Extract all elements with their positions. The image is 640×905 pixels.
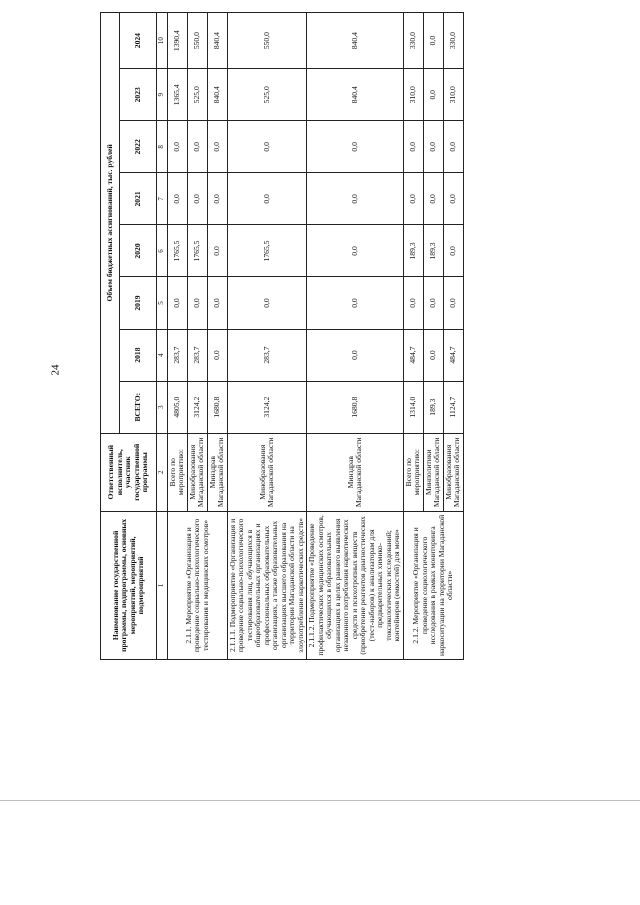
executor-cell: Минполитики Магаданской области bbox=[423, 433, 443, 511]
header-year: 2024 bbox=[120, 13, 157, 69]
value-cell: 330,0 bbox=[443, 13, 463, 69]
value-cell: 0,0 bbox=[423, 69, 443, 121]
header-budget-group: Объем бюджетных ассигнований, тыс. рублей bbox=[101, 13, 120, 434]
value-cell: 0,0 bbox=[443, 121, 463, 173]
row-name: 2.1.1.2. Подмероприятие «Проведение профилактических медицинских осмотров, обучающихся в образовательных организациях в целях раннего выявления незаконного потребления наркотических средств и психотропных веществ (приобретение реагентов диагностических (тест-наборов) к анализаторам для предварительных химико-токсикологических исследований; контейнеров (емкостей) для мочи» bbox=[307, 511, 404, 659]
value-cell: 0,0 bbox=[167, 277, 187, 329]
budget-table bbox=[100, 12, 464, 660]
value-cell: 0,0 bbox=[207, 121, 227, 173]
value-cell: 330,0 bbox=[403, 13, 423, 69]
value-cell: 3124,2 bbox=[187, 381, 207, 433]
value-cell: 525,0 bbox=[227, 69, 307, 121]
value-cell: 484,7 bbox=[443, 329, 463, 381]
index-cell: 6 bbox=[157, 225, 168, 277]
value-cell: 0,0 bbox=[187, 121, 207, 173]
value-cell: 4805,0 bbox=[167, 381, 187, 433]
value-cell: 283,7 bbox=[187, 329, 207, 381]
value-cell: 550,0 bbox=[187, 13, 207, 69]
value-cell: 0,0 bbox=[403, 277, 423, 329]
landscape-document bbox=[62, 0, 557, 905]
executor-cell: Минобразования Магаданской области bbox=[443, 433, 463, 511]
value-cell: 1390,4 bbox=[167, 13, 187, 69]
value-cell: 0,0 bbox=[187, 173, 207, 225]
index-cell: 7 bbox=[157, 173, 168, 225]
table-row bbox=[307, 13, 404, 660]
value-cell: 0,0 bbox=[403, 173, 423, 225]
value-cell: 840,4 bbox=[207, 69, 227, 121]
value-cell: 0,0 bbox=[403, 121, 423, 173]
executor-cell: Минздрав Магаданской области bbox=[307, 433, 404, 511]
executor-cell: Всего по мероприятию: bbox=[167, 433, 187, 511]
header-year: 2019 bbox=[120, 277, 157, 329]
index-cell: 3 bbox=[157, 381, 168, 433]
value-cell: 0,0 bbox=[207, 329, 227, 381]
row-name: 2.1.2. Мероприятие «Организация и проведение социологического исследования в рамках мониторинга наркоситуации на территории Магаданской области» bbox=[403, 511, 463, 659]
index-cell: 2 bbox=[157, 433, 168, 511]
header-year: 2023 bbox=[120, 69, 157, 121]
value-cell: 0,0 bbox=[307, 225, 404, 277]
executor-cell: Всего по мероприятию: bbox=[403, 433, 423, 511]
value-cell: 0,0 bbox=[423, 173, 443, 225]
value-cell: 189,3 bbox=[403, 225, 423, 277]
value-cell: 0,0 bbox=[307, 121, 404, 173]
value-cell: 310,0 bbox=[443, 69, 463, 121]
value-cell: 1765,5 bbox=[187, 225, 207, 277]
value-cell: 0,0 bbox=[443, 277, 463, 329]
value-cell: 0,0 bbox=[187, 277, 207, 329]
index-cell: 9 bbox=[157, 69, 168, 121]
table-row bbox=[403, 13, 423, 660]
value-cell: 3124,2 bbox=[227, 381, 307, 433]
value-cell: 1314,0 bbox=[403, 381, 423, 433]
header-executor: Ответственный исполнитель, участник государственной программы bbox=[101, 433, 157, 511]
rotated-page-viewport bbox=[62, 0, 557, 905]
index-cell: 1 bbox=[157, 511, 168, 659]
value-cell: 840,4 bbox=[207, 13, 227, 69]
value-cell: 1680,8 bbox=[307, 381, 404, 433]
column-index-row bbox=[157, 13, 168, 660]
value-cell: 1765,5 bbox=[167, 225, 187, 277]
header-name: Наименование государственной программы, подпрограммы, основных мероприятий, мероприятий, подмероприятий bbox=[101, 511, 157, 659]
value-cell: 0,0 bbox=[423, 13, 443, 69]
value-cell: 0,0 bbox=[307, 329, 404, 381]
header-year: 2020 bbox=[120, 225, 157, 277]
value-cell: 550,0 bbox=[227, 13, 307, 69]
value-cell: 0,0 bbox=[207, 225, 227, 277]
value-cell: 0,0 bbox=[307, 173, 404, 225]
header-total: ВСЕГО: bbox=[120, 381, 157, 433]
value-cell: 0,0 bbox=[167, 121, 187, 173]
value-cell: 0,0 bbox=[227, 173, 307, 225]
executor-cell: Минобразования Магаданской области bbox=[227, 433, 307, 511]
value-cell: 525,0 bbox=[187, 69, 207, 121]
value-cell: 840,4 bbox=[307, 13, 404, 69]
value-cell: 484,7 bbox=[403, 329, 423, 381]
value-cell: 840,4 bbox=[307, 69, 404, 121]
value-cell: 283,7 bbox=[167, 329, 187, 381]
value-cell: 0,0 bbox=[227, 121, 307, 173]
value-cell: 0,0 bbox=[423, 329, 443, 381]
value-cell: 189,3 bbox=[423, 225, 443, 277]
executor-cell: Минобразования Магаданской области bbox=[187, 433, 207, 511]
header-year: 2021 bbox=[120, 173, 157, 225]
row-name: 2.1.1. Мероприятие «Организация и проведение социально-психологического тестирования и медицинских осмотров» bbox=[167, 511, 227, 659]
value-cell: 1365,4 bbox=[167, 69, 187, 121]
row-name: 2.1.1.1. Подмероприятие «Организация и проведение социально-психологического тестирования лиц, обучающихся в общеобразовательных организациях и профессиональных образовательных организациях, а также образовательных организациях высшего образования на территории Магаданской области на злоупотребление наркотических средств» bbox=[227, 511, 307, 659]
index-cell: 4 bbox=[157, 329, 168, 381]
value-cell: 189,3 bbox=[423, 381, 443, 433]
table-row bbox=[167, 13, 187, 660]
table-row bbox=[227, 13, 307, 660]
value-cell: 0,0 bbox=[207, 173, 227, 225]
value-cell: 1765,5 bbox=[227, 225, 307, 277]
value-cell: 0,0 bbox=[443, 173, 463, 225]
header-year: 2022 bbox=[120, 121, 157, 173]
index-cell: 5 bbox=[157, 277, 168, 329]
value-cell: 0,0 bbox=[307, 277, 404, 329]
value-cell: 0,0 bbox=[167, 173, 187, 225]
page-number: 24 bbox=[49, 364, 62, 376]
executor-cell: Минздрав Магаданской области bbox=[207, 433, 227, 511]
value-cell: 1124,7 bbox=[443, 381, 463, 433]
value-cell: 283,7 bbox=[227, 329, 307, 381]
value-cell: 0,0 bbox=[423, 121, 443, 173]
value-cell: 0,0 bbox=[227, 277, 307, 329]
value-cell: 0,0 bbox=[443, 225, 463, 277]
value-cell: 310,0 bbox=[403, 69, 423, 121]
index-cell: 10 bbox=[157, 13, 168, 69]
value-cell: 0,0 bbox=[207, 277, 227, 329]
value-cell: 1680,8 bbox=[207, 381, 227, 433]
index-cell: 8 bbox=[157, 121, 168, 173]
value-cell: 0,0 bbox=[423, 277, 443, 329]
header-year: 2018 bbox=[120, 329, 157, 381]
